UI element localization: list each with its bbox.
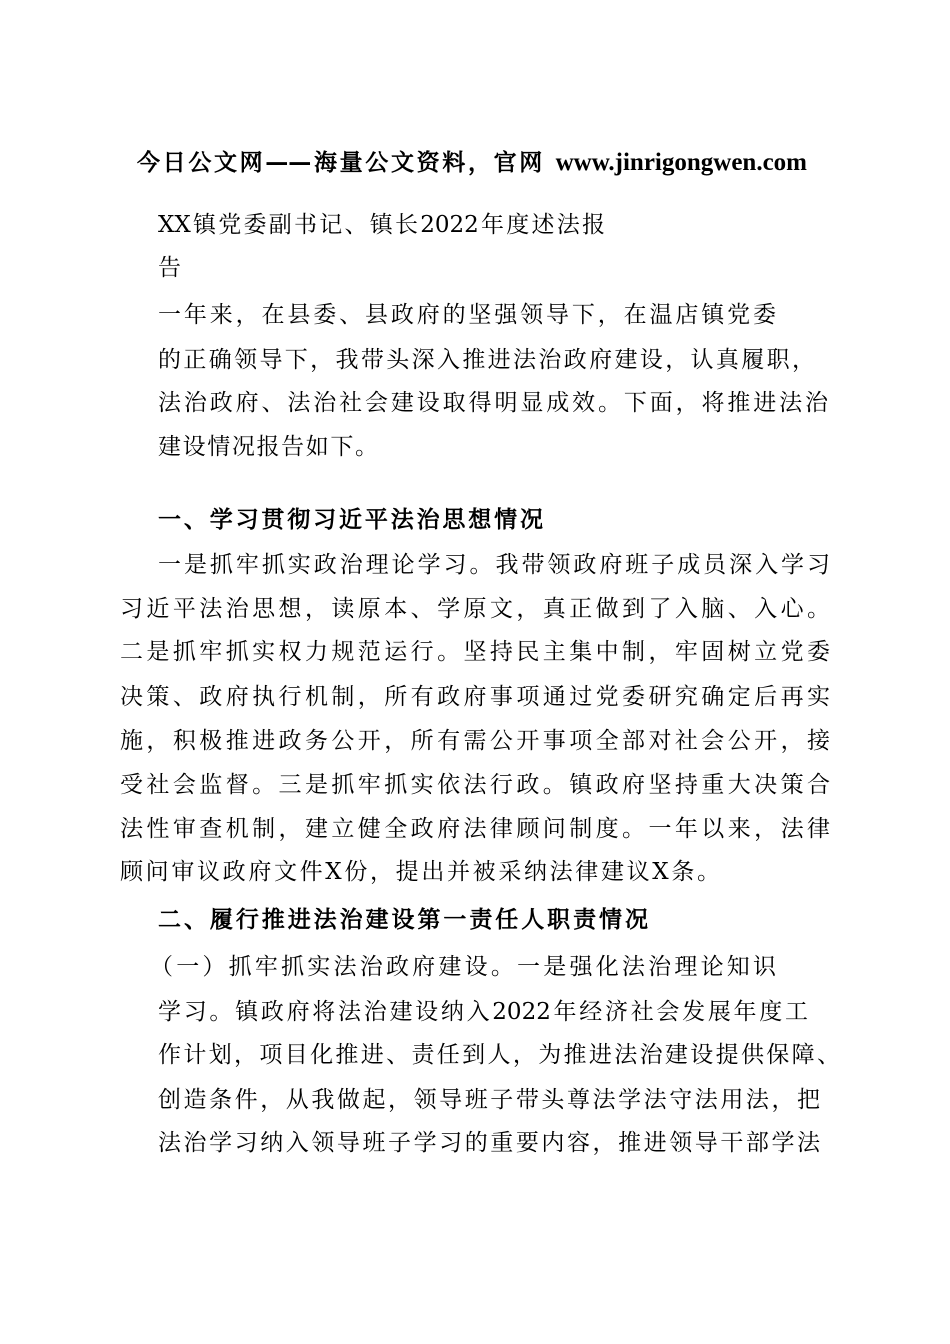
paragraph-line: 一是抓牢抓实政治理论学习。我带领政府班子成员深入学习 (158, 552, 830, 578)
site-header (137, 148, 807, 178)
paragraph-line: 二是抓牢抓实权力规范运行。坚持民主集中制，牢固树立党委 (120, 639, 830, 665)
paragraph-line: 决策、政府执行机制，所有政府事项通过党委研究确定后再实 (120, 684, 830, 710)
document-title: XX镇党委副书记、镇长2022年度述法报 (158, 212, 605, 238)
section-heading: 二、履行推进法治建设第一责任人职责情况 (158, 907, 648, 933)
section-heading: 一、学习贯彻习近平法治思想情况 (158, 507, 543, 533)
intro-line: 法治政府、法治社会建设取得明显成效。下面，将推进法治 (158, 390, 828, 416)
paragraph-line: 施，积极推进政务公开，所有需公开事项全部对社会公开，接 (120, 728, 830, 754)
document-title-cont: 告 (158, 255, 181, 281)
paragraph-line: 作计划，项目化推进、责任到人，为推进法治建设提供保障、 (158, 1042, 840, 1068)
intro-line: 的正确领导下，我带头深入推进法治政府建设，认真履职， (158, 347, 815, 373)
paragraph-line: 法治学习纳入领导班子学习的重要内容，推进领导干部学法 (158, 1130, 820, 1156)
site-url: www.jinrigongwen.com (555, 149, 807, 176)
paragraph-line: （一）抓牢抓实法治政府建设。一是强化法治理论知识 (150, 954, 776, 980)
paragraph-line: 创造条件，从我做起，领导班子带头尊法学法守法用法，把 (158, 1087, 820, 1113)
intro-line: 建设情况报告如下。 (158, 434, 378, 460)
paragraph-line: 学习。镇政府将法治建设纳入2022年经济社会发展年度工 (158, 999, 808, 1025)
paragraph-line: 受社会监督。三是抓牢抓实依法行政。镇政府坚持重大决策合 (120, 772, 830, 798)
site-name: 今日公文网——海量公文资料，官网 (137, 150, 556, 176)
paragraph-line: 顾问审议政府文件X份，提出并被采纳法律建议X条。 (120, 859, 720, 885)
paragraph-line: 法性审查机制，建立健全政府法律顾问制度。一年以来，法律 (120, 816, 830, 842)
paragraph-line: 习近平法治思想，读原本、学原文，真正做到了入脑、入心。 (120, 596, 830, 622)
intro-line: 一年来，在县委、县政府的坚强领导下，在温店镇党委 (158, 302, 776, 328)
